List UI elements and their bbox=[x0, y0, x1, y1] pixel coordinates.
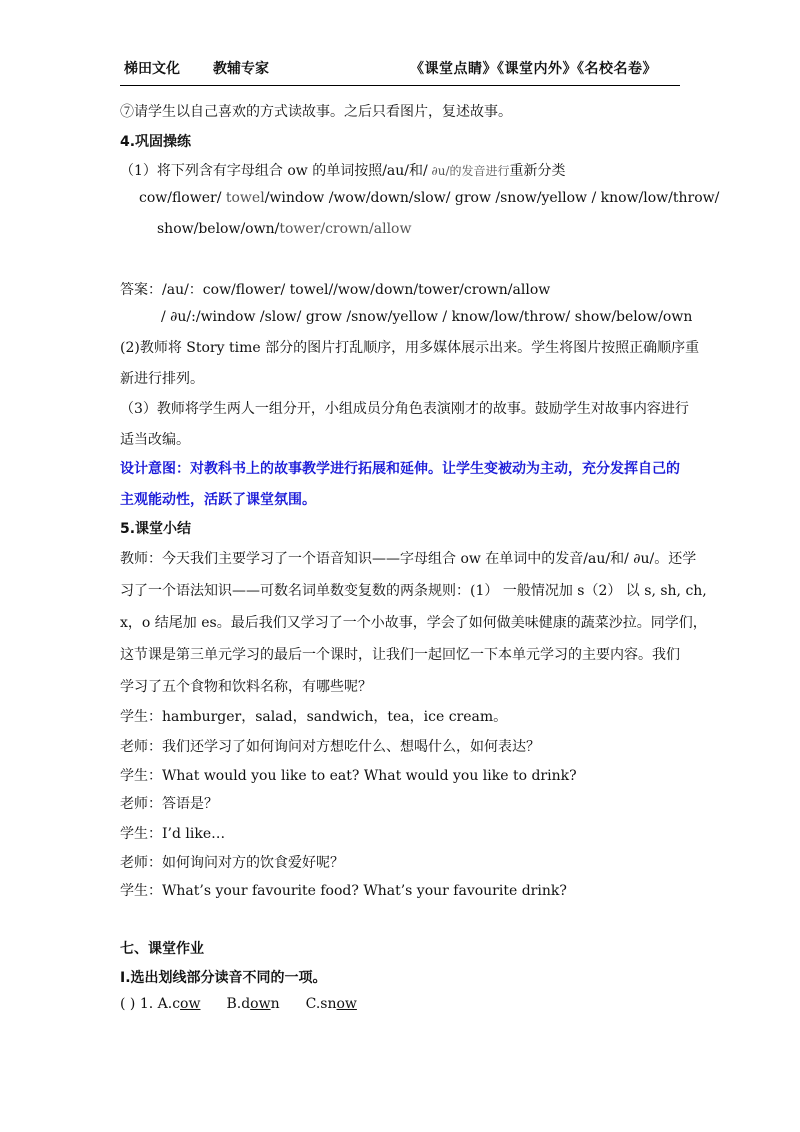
word-list-2b: tower/crown/allow bbox=[279, 221, 412, 237]
summary-line-5: 学习了五个食物和饮料名称，有哪些呢？ bbox=[120, 679, 372, 695]
dialogue-4: 老师：答语是？ bbox=[120, 796, 218, 812]
answer-line-1: 答案：/au/：cow/flower/ towel//wow/down/tower/crown/allow bbox=[120, 282, 551, 298]
header-tagline: 教辅专家 bbox=[213, 61, 269, 77]
word-list-1b: towel bbox=[225, 190, 265, 206]
word-list-2a: show/below/own/ bbox=[157, 221, 280, 237]
answer-line-2: / ∂u/:/window /slow/ grow /snow/yellow / know/low/throw/ show/below/own bbox=[161, 309, 693, 325]
dialogue-6: 老师：如何询问对方的饮食爱好呢？ bbox=[120, 855, 344, 871]
summary-line-3: x，o 结尾加 es。最后我们又学习了一个小故事，学会了如何做美味健康的蔬菜沙拉。同学们， bbox=[120, 615, 707, 631]
dialogue-7: 学生：What’s your favourite food? What’s your favourite drink? bbox=[120, 883, 567, 899]
exercise-2-line-1: (2)教师将 Story time 部分的图片打乱顺序，用多媒体展示出来。学生将图片按照正确顺序重 bbox=[120, 340, 700, 356]
section-7-title: 七、课堂作业 bbox=[120, 941, 204, 957]
design-intent-line-1: 设计意图：对教科书上的故事教学进行拓展和延伸。让学生变被动为主动，充分发挥自己的 bbox=[120, 461, 680, 477]
dialogue-5: 学生：I’d like… bbox=[120, 826, 226, 842]
summary-line-2: 习了一个语法知识——可数名词单数变复数的两条规则：(1） 一般情况加 s（2） 以 s, sh, ch, bbox=[120, 583, 707, 599]
header-series: 《课堂点睛》《课堂内外》《名校名卷》 bbox=[410, 61, 657, 77]
option-c-prefix: C.sn bbox=[305, 996, 337, 1012]
summary-line-4: 这节课是第三单元学习的最后一个课时，让我们一起回忆一下本单元学习的主要内容。我们 bbox=[120, 647, 680, 663]
header-rule bbox=[120, 85, 680, 86]
section-5-title: 5.课堂小结 bbox=[120, 521, 192, 537]
exercise-3-line-2: 适当改编。 bbox=[120, 432, 190, 448]
question-1-number: 1. A.c bbox=[135, 996, 181, 1012]
step-7-text: ⑦请学生以自己喜欢的方式读故事。之后只看图片，复述故事。 bbox=[120, 104, 512, 120]
exercise-2-line-2: 新进行排列。 bbox=[120, 371, 204, 387]
exercise-1-instruction-part3: 重新分类 bbox=[509, 163, 566, 179]
exercise-1-instruction bbox=[120, 160, 566, 180]
header-brand: 梯田文化 bbox=[124, 61, 180, 77]
option-b-suffix: n bbox=[270, 996, 280, 1012]
question-1 bbox=[120, 996, 357, 1012]
word-list-1a: cow/flower/ bbox=[139, 190, 226, 206]
word-list-1c: /window /wow/down/slow/ grow /snow/yellow / know/low/throw/ bbox=[264, 190, 720, 206]
option-a-underlined: ow bbox=[180, 996, 201, 1012]
exercise-3-line-1: （3）教师将学生两人一组分开，小组成员分角色表演刚才的故事。鼓励学生对故事内容进行 bbox=[120, 401, 689, 417]
dialogue-3: 学生：What would you like to eat? What would you like to drink? bbox=[120, 768, 577, 784]
summary-line-1: 教师：今天我们主要学习了一个语音知识——字母组合 ow 在单词中的发音/au/和/ ∂u/。还学 bbox=[120, 551, 697, 567]
answer-blank[interactable]: ( ) bbox=[120, 996, 136, 1012]
dialogue-2: 老师：我们还学习了如何询问对方想吃什么、想喝什么，如何表达？ bbox=[120, 739, 540, 755]
exercise-i-title: Ⅰ.选出划线部分读音不同的一项。 bbox=[120, 970, 327, 986]
word-list-line-2 bbox=[157, 221, 411, 237]
word-list-line-1 bbox=[139, 190, 719, 206]
section-4-title: 4.巩固操练 bbox=[120, 134, 192, 150]
exercise-1-instruction-part1: （1）将下列含有字母组合 ow 的单词按照/au/和/ bbox=[120, 163, 428, 179]
option-b-prefix: B.d bbox=[226, 996, 251, 1012]
design-intent-line-2: 主观能动性，活跃了课堂氛围。 bbox=[120, 492, 316, 508]
dialogue-1: 学生：hamburger，salad，sandwich，tea，ice cream。 bbox=[120, 709, 508, 725]
option-c-underlined: ow bbox=[336, 996, 357, 1012]
option-b-underlined: ow bbox=[250, 996, 271, 1012]
exercise-1-instruction-part2: ∂u/的发音进行 bbox=[427, 164, 510, 178]
